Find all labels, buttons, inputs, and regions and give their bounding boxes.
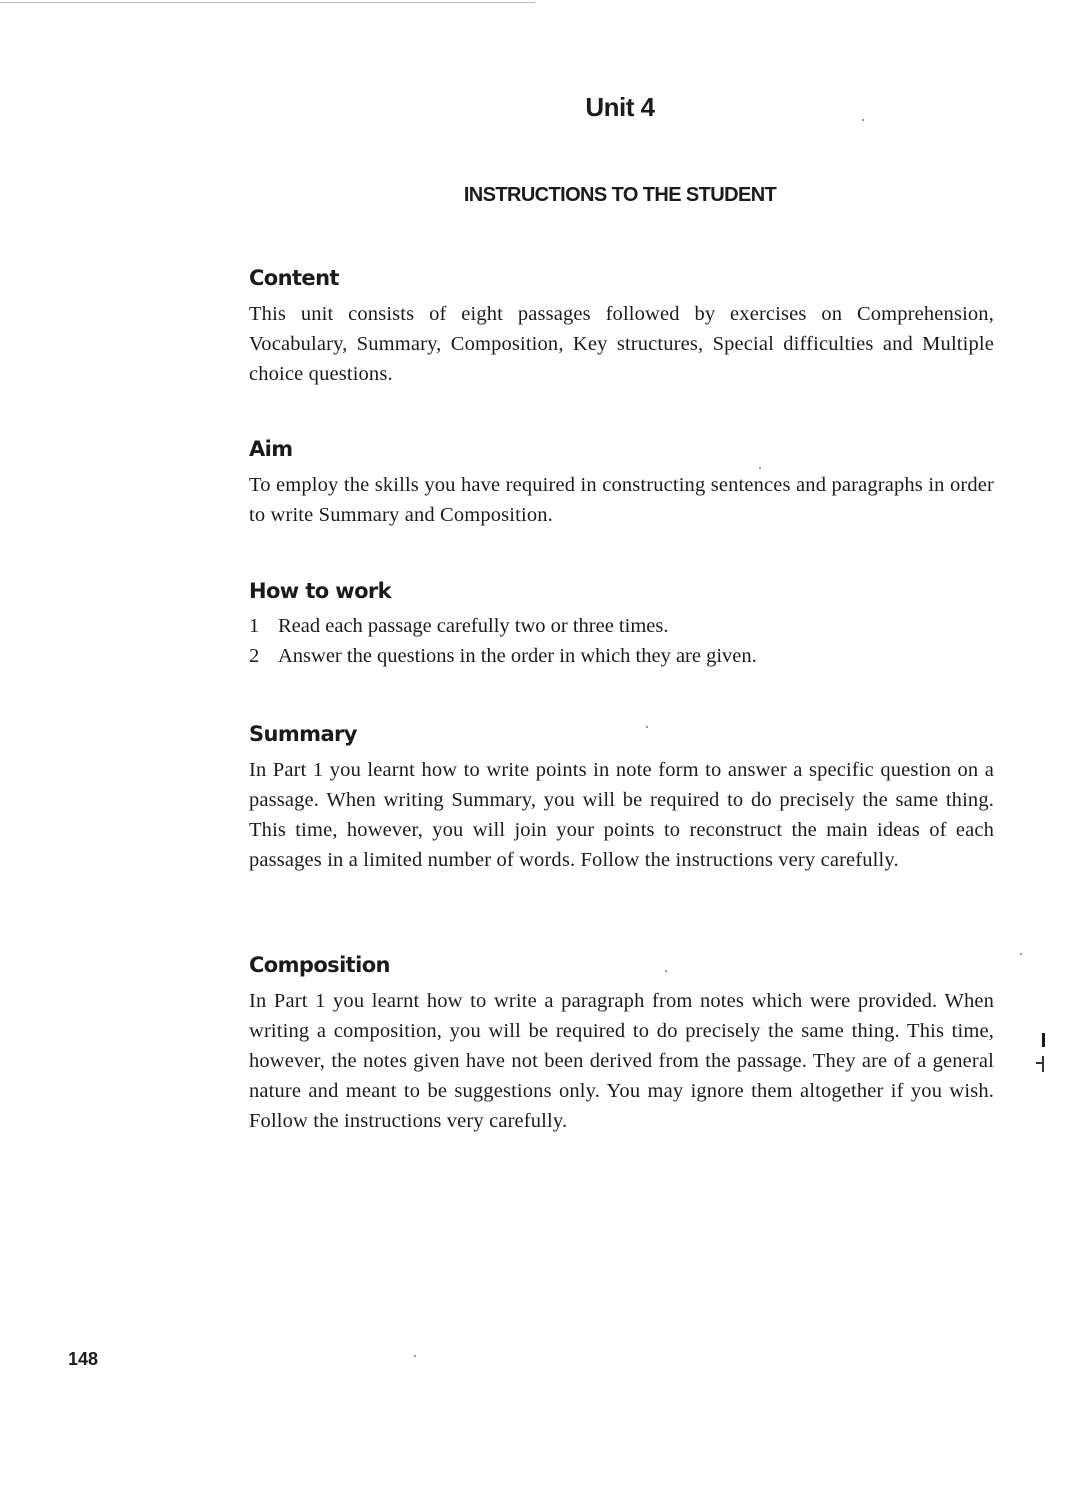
content-section: [249, 264, 994, 389]
summary-heading: Summary: [249, 722, 357, 746]
scan-speck: [665, 970, 667, 972]
aim-heading: Aim: [249, 437, 293, 461]
top-rule: [0, 2, 535, 3]
margin-bar-mark: [1042, 1033, 1045, 1047]
how-to-work-section: [249, 577, 994, 671]
how-to-work-list: [249, 612, 994, 671]
how-to-work-heading: How to work: [249, 579, 392, 603]
page-number: 148: [68, 1349, 99, 1369]
content-heading: Content: [249, 266, 339, 290]
list-item-number: 2: [249, 644, 260, 667]
list-item-text: Read each passage carefully two or three times.: [278, 615, 669, 637]
scan-speck: [414, 1355, 416, 1357]
aim-paragraph: To employ the skills you have required in constructing sentences and paragraphs in order to write Summary and Composition.: [249, 474, 994, 526]
instructions-heading: INSTRUCTIONS TO THE STUDENT: [463, 184, 777, 206]
scan-speck: [1020, 953, 1022, 955]
composition-heading: Composition: [249, 953, 390, 977]
composition-section: [249, 951, 994, 1136]
list-item-text: Answer the questions in the order in which they are given.: [278, 644, 757, 667]
aim-section: [249, 435, 994, 530]
composition-paragraph: In Part 1 you learnt how to write a paragraph from notes which were provided. When writing a composition, you will be required to do precisely the same thing. This time, however, the notes given have not been derived from the passage. They are of a general nature and meant to be suggestions only. You may ignore them altogether if you wish. Follow the instructions very carefully.: [249, 990, 994, 1132]
list-item: [249, 642, 994, 672]
summary-section: [249, 720, 994, 875]
list-item: [249, 612, 994, 642]
margin-cross-mark: [1034, 1056, 1048, 1072]
list-item-number: 1: [249, 615, 260, 637]
content-paragraph: This unit consists of eight passages followed by exercises on Comprehension, Vocabulary, Summary, Composition, Key structures, Special difficulties and Multiple choice questions.: [249, 303, 994, 385]
scan-speck: [862, 119, 864, 121]
summary-paragraph: In Part 1 you learnt how to write points in note form to answer a specific question on a passage. When writing Summary, you will be required to do precisely the same thing. This time, however, you will join your points to reconstruct the main ideas of each passages in a limited number of words. Follow the instructions very carefully.: [249, 759, 994, 871]
scan-speck: [646, 726, 648, 728]
unit-title: Unit 4: [585, 92, 655, 122]
scan-speck: [759, 467, 761, 469]
